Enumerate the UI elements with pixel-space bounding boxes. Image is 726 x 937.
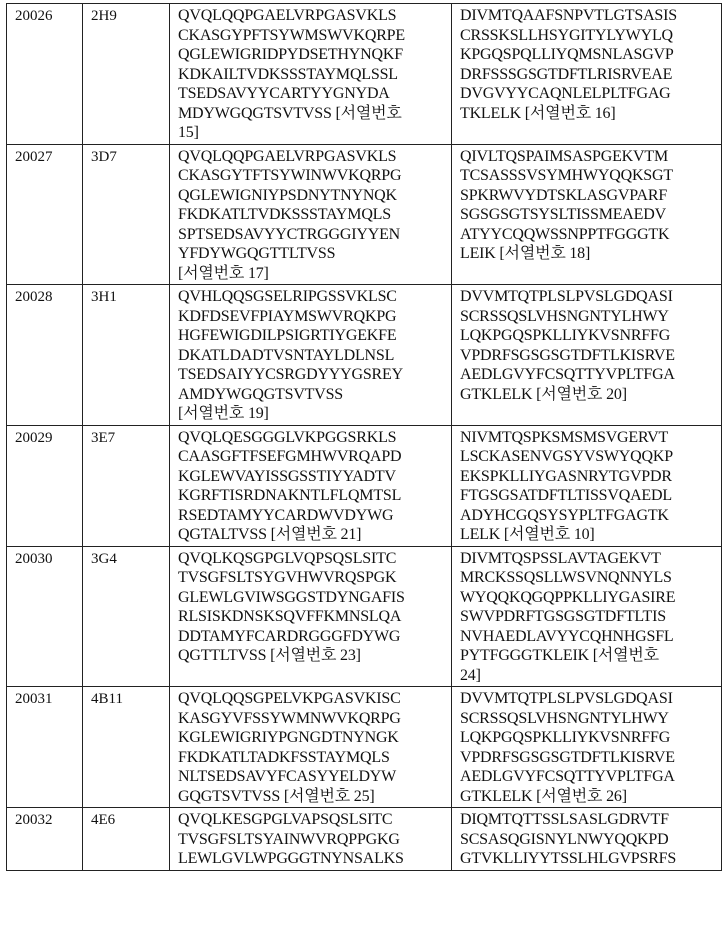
light-chain-sequence-line: TKLELK [서열번호 16] bbox=[460, 104, 616, 122]
light-chain-sequence-line: DIQMTQTTSSLSASLGDRVTF bbox=[460, 811, 669, 828]
antibody-id: 20031 bbox=[15, 691, 53, 707]
heavy-chain-sequence-line: [서열번호 19] bbox=[178, 405, 269, 422]
heavy-chain-sequence-line: QVQLKESGPGLVAPSQSLSITC bbox=[178, 811, 393, 828]
light-chain-sequence-line: SGSGSGTSYSLTISSMEAEDV bbox=[460, 206, 666, 223]
table-row bbox=[7, 285, 722, 426]
heavy-chain-sequence-line: GQGTSVTVSS [서열번호 25] bbox=[178, 787, 375, 805]
antibody-id: 20032 bbox=[15, 812, 53, 828]
heavy-chain-sequence-line: TSEDSAVYYCARTYYGNYDA bbox=[178, 85, 390, 102]
table-row bbox=[7, 144, 722, 285]
heavy-chain-sequence-line: SPTSEDSAVYYCTRGGGIYYEN bbox=[178, 225, 400, 243]
light-chain-sequence-line: EKSPKLLIYGASNRYTGVPDR bbox=[460, 467, 672, 485]
light-chain-sequence-line: LELK [서열번호 10] bbox=[460, 526, 595, 543]
antibody-id: 20027 bbox=[15, 148, 53, 165]
heavy-chain-sequence-cell bbox=[170, 144, 452, 285]
light-chain-sequence-line: SWVPDRFTGSGSGTDFTLTIS bbox=[460, 608, 666, 625]
heavy-chain-sequence-line: YFDYWGQGTTLTVSS bbox=[178, 245, 336, 262]
light-chain-sequence-line: KPGQSPQLLIYQMSNLASGVP bbox=[460, 46, 674, 63]
heavy-chain-sequence-line: KDKAILTVDKSSSTAYMQLSSL bbox=[178, 65, 398, 83]
light-chain-sequence-line: ATYYCQQWSSNPPTFGGGTK bbox=[460, 225, 670, 243]
heavy-chain-sequence-line: KGLEWVAYISSGSSTIYYADTV bbox=[178, 467, 396, 485]
heavy-chain-sequence-cell bbox=[170, 808, 452, 871]
heavy-chain-sequence-line: QGLEWIGNIYPSDNYTNYNQK bbox=[178, 186, 397, 204]
heavy-chain-sequence-line: QGTTLTVSS [서열번호 23] bbox=[178, 647, 361, 664]
heavy-chain-sequence-line: QVQLKQSGPGLVQPSQSLSITC bbox=[178, 549, 397, 567]
table-row bbox=[7, 687, 722, 808]
light-chain-sequence-line: VPDRFSGSGSGTDFTLKISRVE bbox=[460, 748, 675, 766]
clone-name: 4E6 bbox=[91, 812, 116, 828]
clone-name: 3H1 bbox=[91, 289, 117, 305]
antibody-id-cell bbox=[7, 546, 83, 687]
light-chain-sequence-line: CRSSKSLLHSYGITYLYWYLQ bbox=[460, 26, 673, 44]
heavy-chain-sequence-cell bbox=[170, 425, 452, 546]
heavy-chain-sequence-line: QVQLQESGGGLVKPGGSRKLS bbox=[178, 428, 397, 446]
heavy-chain-sequence-line: CAASGFTFSEFGMHWVRQAPD bbox=[178, 448, 402, 465]
clone-name: 3D7 bbox=[91, 148, 117, 165]
antibody-id-cell bbox=[7, 144, 83, 285]
heavy-chain-sequence-line: QVQLQQSGPELVKPGASVKISC bbox=[178, 690, 401, 707]
heavy-chain-sequence-line: TVSGFSLTSYGVHWVRQSPGK bbox=[178, 569, 397, 586]
antibody-id-cell bbox=[7, 808, 83, 871]
clone-name-cell bbox=[83, 546, 170, 687]
light-chain-sequence-cell bbox=[452, 425, 722, 546]
light-chain-sequence-line: LQKPGQSPKLLIYKVSNRFFG bbox=[460, 729, 671, 746]
heavy-chain-sequence-line: 15] bbox=[178, 124, 199, 141]
heavy-chain-sequence-line: DDTAMYFCARDRGGGFDYWG bbox=[178, 627, 401, 645]
light-chain-sequence-line: LEIK [서열번호 18] bbox=[460, 245, 591, 262]
light-chain-sequence-line: DVVMTQTPLSLPVSLGDQASI bbox=[460, 690, 673, 707]
clone-name-cell bbox=[83, 687, 170, 808]
table-row bbox=[7, 425, 722, 546]
light-chain-sequence-line: QIVLTQSPAIMSASPGEKVTM bbox=[460, 147, 668, 165]
light-chain-sequence-cell bbox=[452, 808, 722, 871]
light-chain-sequence-line: NIVMTQSPKSMSMSVGERVT bbox=[460, 428, 669, 446]
clone-name-cell bbox=[83, 4, 170, 145]
light-chain-sequence-line: PYTFGGGTKLEIK [서열번호 bbox=[460, 647, 659, 664]
light-chain-sequence-cell bbox=[452, 4, 722, 145]
heavy-chain-sequence-cell bbox=[170, 285, 452, 426]
heavy-chain-sequence-line: KDFDSEVFPIAYMSWVRQKPG bbox=[178, 307, 397, 325]
heavy-chain-sequence-line: RLSISKDNSKSQVFFKMNSLQA bbox=[178, 608, 402, 625]
heavy-chain-sequence-line: HGFEWIGDILPSIGRTIYGEKFE bbox=[178, 327, 397, 344]
heavy-chain-sequence-line: TSEDSAIYYCSRGDYYYGSREY bbox=[178, 366, 403, 383]
table-row bbox=[7, 808, 722, 871]
light-chain-sequence-line: SCSASQGISNYLNWYQQKPD bbox=[460, 830, 669, 848]
light-chain-sequence-line: FTGSGSATDFTLTISSVQAEDL bbox=[460, 487, 672, 504]
clone-name-cell bbox=[83, 808, 170, 871]
antibody-id-cell bbox=[7, 687, 83, 808]
heavy-chain-sequence-line: AMDYWGQGTSVTVSS bbox=[178, 385, 344, 403]
antibody-id: 20030 bbox=[15, 550, 53, 567]
light-chain-sequence-line: SPKRWVYDTSKLASGVPARF bbox=[460, 186, 668, 204]
light-chain-sequence-line: GTVKLLIYYTSSLHLGVPSRFS bbox=[460, 850, 677, 867]
heavy-chain-sequence-cell bbox=[170, 4, 452, 145]
light-chain-sequence-cell bbox=[452, 546, 722, 687]
heavy-chain-sequence-line: QGTALTVSS [서열번호 21] bbox=[178, 526, 362, 543]
light-chain-sequence-line: SCRSSQSLVHSNGNTYLHWY bbox=[460, 709, 669, 727]
heavy-chain-sequence-line: MDYWGQGTSVTVSS [서열번호 bbox=[178, 104, 402, 122]
heavy-chain-sequence-line: LEWLGVLWPGGGTNYNSALKS bbox=[178, 850, 404, 867]
clone-name: 3G4 bbox=[91, 550, 117, 567]
light-chain-sequence-line: TCSASSSVSYMHWYQQKSGT bbox=[460, 167, 673, 184]
heavy-chain-sequence-line: NLTSEDSAVYFCASYYELDYW bbox=[178, 768, 397, 785]
antibody-id-cell bbox=[7, 425, 83, 546]
antibody-id: 20028 bbox=[15, 289, 53, 305]
heavy-chain-sequence-line: DKATLDADTVSNTAYLDLNSL bbox=[178, 346, 395, 364]
clone-name-cell bbox=[83, 285, 170, 426]
heavy-chain-sequence-line: QVQLQQPGAELVRPGASVKLS bbox=[178, 147, 397, 165]
light-chain-sequence-line: VPDRFSGSGSGTDFTLKISRVE bbox=[460, 346, 675, 364]
light-chain-sequence-line: LSCKASENVGSYVSWYQQKP bbox=[460, 448, 673, 465]
antibody-id: 20026 bbox=[15, 8, 53, 24]
clone-name-cell bbox=[83, 425, 170, 546]
heavy-chain-sequence-line: RSEDTAMYYCARDWVDYWG bbox=[178, 506, 394, 524]
antibody-sequence-table bbox=[6, 3, 722, 871]
light-chain-sequence-line: GTKLELK [서열번호 26] bbox=[460, 787, 627, 805]
table-row bbox=[7, 4, 722, 145]
heavy-chain-sequence-line: KGRFTISRDNAKNTLFLQMTSL bbox=[178, 487, 402, 504]
antibody-id: 20029 bbox=[15, 429, 53, 446]
table-body bbox=[7, 4, 722, 871]
heavy-chain-sequence-line: QVQLQQPGAELVRPGASVKLS bbox=[178, 7, 397, 24]
clone-name-cell bbox=[83, 144, 170, 285]
heavy-chain-sequence-line: KASGYVFSSYWMNWVKQRPG bbox=[178, 709, 401, 727]
light-chain-sequence-line: NVHAEDLAVYYCQHNHGSFL bbox=[460, 627, 674, 645]
clone-name: 3E7 bbox=[91, 429, 116, 446]
heavy-chain-sequence-line: QVHLQQSGSELRIPGSSVKLSC bbox=[178, 288, 397, 305]
heavy-chain-sequence-line: FKDKATLTADKFSSTAYMQLS bbox=[178, 748, 390, 766]
heavy-chain-sequence-cell bbox=[170, 546, 452, 687]
light-chain-sequence-line: MRCKSSQSLLWSVNQNNYLS bbox=[460, 569, 672, 586]
light-chain-sequence-line: DIVMTQAAFSNPVTLGTSASIS bbox=[460, 7, 677, 24]
light-chain-sequence-line: GTKLELK [서열번호 20] bbox=[460, 385, 627, 403]
sequence-table-page bbox=[6, 3, 721, 871]
antibody-id-cell bbox=[7, 4, 83, 145]
light-chain-sequence-cell bbox=[452, 144, 722, 285]
light-chain-sequence-line: AEDLGVYFCSQTTYVPLTFGA bbox=[460, 768, 675, 785]
table-row bbox=[7, 546, 722, 687]
heavy-chain-sequence-line: CKASGYPFTSYWMSWVKQRPE bbox=[178, 26, 405, 44]
light-chain-sequence-line: ADYHCGQSYSYPLTFGAGTK bbox=[460, 506, 669, 524]
light-chain-sequence-line: DRFSSSGSGTDFTLRISRVEAE bbox=[460, 65, 673, 83]
light-chain-sequence-line: WYQQKQGQPPKLLIYGASIRE bbox=[460, 588, 676, 606]
light-chain-sequence-line: LQKPGQSPKLLIYKVSNRFFG bbox=[460, 327, 671, 344]
light-chain-sequence-line: SCRSSQSLVHSNGNTYLHWY bbox=[460, 307, 669, 325]
heavy-chain-sequence-cell bbox=[170, 687, 452, 808]
light-chain-sequence-line: AEDLGVYFCSQTTYVPLTFGA bbox=[460, 366, 675, 383]
heavy-chain-sequence-line: FKDKATLTVDKSSSTAYMQLS bbox=[178, 206, 391, 223]
antibody-id-cell bbox=[7, 285, 83, 426]
light-chain-sequence-line: 24] bbox=[460, 666, 481, 684]
light-chain-sequence-line: DVGVYYCAQNLELPLTFGAG bbox=[460, 85, 671, 102]
clone-name: 2H9 bbox=[91, 8, 117, 24]
heavy-chain-sequence-line: [서열번호 17] bbox=[178, 264, 269, 282]
heavy-chain-sequence-line: KGLEWIGRIYPGNGDTNYNGK bbox=[178, 729, 399, 746]
light-chain-sequence-cell bbox=[452, 687, 722, 808]
clone-name: 4B11 bbox=[91, 691, 123, 707]
light-chain-sequence-cell bbox=[452, 285, 722, 426]
heavy-chain-sequence-line: TVSGFSLTSYAINWVRQPPGKG bbox=[178, 830, 400, 848]
heavy-chain-sequence-line: QGLEWIGRIDPYDSETHYNQKF bbox=[178, 46, 403, 63]
heavy-chain-sequence-line: GLEWLGVIWSGGSTDYNGAFIS bbox=[178, 588, 405, 606]
light-chain-sequence-line: DVVMTQTPLSLPVSLGDQASI bbox=[460, 288, 673, 305]
heavy-chain-sequence-line: CKASGYTFTSYWINWVKQRPG bbox=[178, 167, 402, 184]
light-chain-sequence-line: DIVMTQSPSSLAVTAGEKVT bbox=[460, 549, 661, 567]
